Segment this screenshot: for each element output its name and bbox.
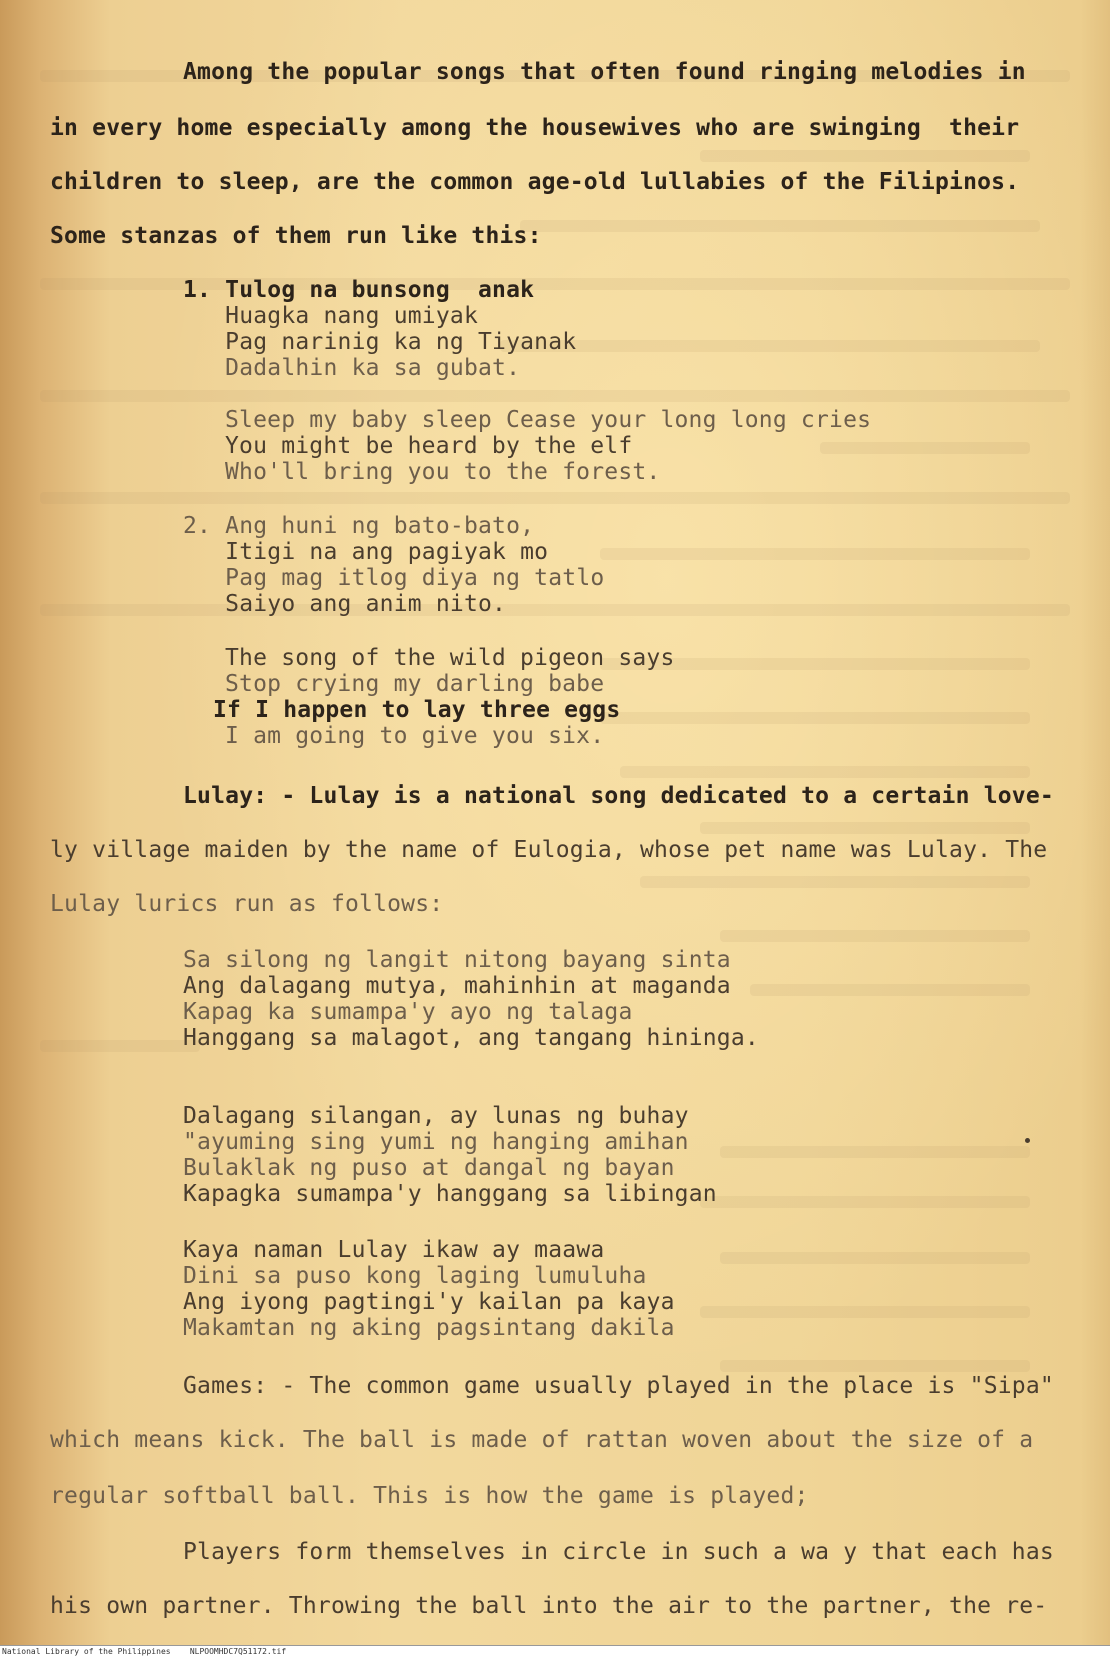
lulay-paragraph-line-2: ly village maiden by the name of Eulogia, whose pet name was Lulay. The	[50, 837, 1048, 863]
lulay-stanza2-line-3: Bulaklak ng puso at dangal ng bayan	[183, 1155, 675, 1181]
paragraph1-line-3: children to sleep, are the common age-old lullabies of the Filipinos.	[50, 169, 1020, 195]
lullaby1-translation-line-1: Sleep my baby sleep Cease your long long cries	[225, 407, 872, 433]
lullaby1-line-2: Huagka nang umiyak	[183, 303, 478, 329]
lullaby1-line-4: Dadalhin ka sa gubat.	[183, 355, 521, 381]
lulay-paragraph-line-3: Lulay lurics run as follows:	[50, 891, 444, 917]
lullaby2-translation-line-1: The song of the wild pigeon says	[225, 645, 675, 671]
lullaby2-line-1: 2. Ang huni ng bato-bato,	[183, 513, 535, 539]
games-paragraph-line-1: Games: - The common game usually played in the place is "Sipa"	[183, 1373, 1054, 1399]
lullaby2-line-4: Saiyo ang anim nito.	[183, 591, 507, 617]
paragraph1-line-2: in every home especially among the housewives who are swinging their	[50, 115, 1020, 141]
lullaby1-translation-line-2: You might be heard by the elf	[225, 433, 633, 459]
lullaby2-line-2: Itigi na ang pagiyak mo	[183, 539, 549, 565]
players-paragraph-line-2: his own partner. Throwing the ball into the air to the partner, the re-	[50, 1593, 1048, 1619]
lullaby2-translation-line-2: Stop crying my darling babe	[225, 671, 605, 697]
players-paragraph-line-1: Players form themselves in circle in such a wa y that each has	[183, 1539, 1054, 1565]
lullaby1-translation-line-3: Who'll bring you to the forest.	[225, 459, 661, 485]
lulay-stanza1-line-4: Hanggang sa malagot, ang tangang hininga.	[183, 1025, 759, 1051]
lulay-paragraph-line-1: Lulay: - Lulay is a national song dedicated to a certain love-	[183, 783, 1054, 809]
lulay-stanza2-line-4: Kapagka sumampa'y hanggang sa libingan	[183, 1181, 717, 1207]
lulay-stanza3-line-2: Dini sa puso kong laging lumuluha	[183, 1263, 647, 1289]
lullaby2-translation-line-4: I am going to give you six.	[225, 723, 605, 749]
lullaby1-line-1: 1. Tulog na bunsong anak	[183, 277, 535, 303]
lulay-stanza2-line-1: Dalagang silangan, ay lunas ng buhay	[183, 1103, 689, 1129]
lulay-stanza3-line-4: Makamtan ng aking pagsintang dakila	[183, 1315, 675, 1341]
lullaby1-line-3: Pag narinig ka ng Tiyanak	[183, 329, 577, 355]
lulay-stanza1-line-2: Ang dalagang mutya, mahinhin at maganda	[183, 973, 731, 999]
games-paragraph-line-3: regular softball ball. This is how the game is played;	[50, 1483, 809, 1509]
paragraph1-line-1: Among the popular songs that often found ringing melodies in	[183, 59, 1026, 85]
ink-speck	[1025, 1138, 1030, 1143]
lulay-stanza2-line-2: "ayuming sing yumi ng hanging amihan	[183, 1129, 689, 1155]
lulay-stanza1-line-3: Kapag ka sumampa'y ayo ng talaga	[183, 999, 633, 1025]
games-paragraph-line-2: which means kick. The ball is made of rattan woven about the size of a	[50, 1427, 1034, 1453]
lulay-stanza3-line-1: Kaya naman Lulay ikaw ay maawa	[183, 1237, 605, 1263]
footer-source-label: National Library of the Philippines NLPOOMHDC7Q51172.tif	[2, 1647, 287, 1656]
lulay-stanza3-line-3: Ang iyong pagtingi'y kailan pa kaya	[183, 1289, 675, 1315]
lulay-stanza1-line-1: Sa silong ng langit nitong bayang sinta	[183, 947, 731, 973]
lullaby2-translation-line-3: If I happen to lay three eggs	[213, 697, 621, 723]
lullaby2-line-3: Pag mag itlog diya ng tatlo	[183, 565, 605, 591]
paragraph1-line-4: Some stanzas of them run like this:	[50, 223, 542, 249]
